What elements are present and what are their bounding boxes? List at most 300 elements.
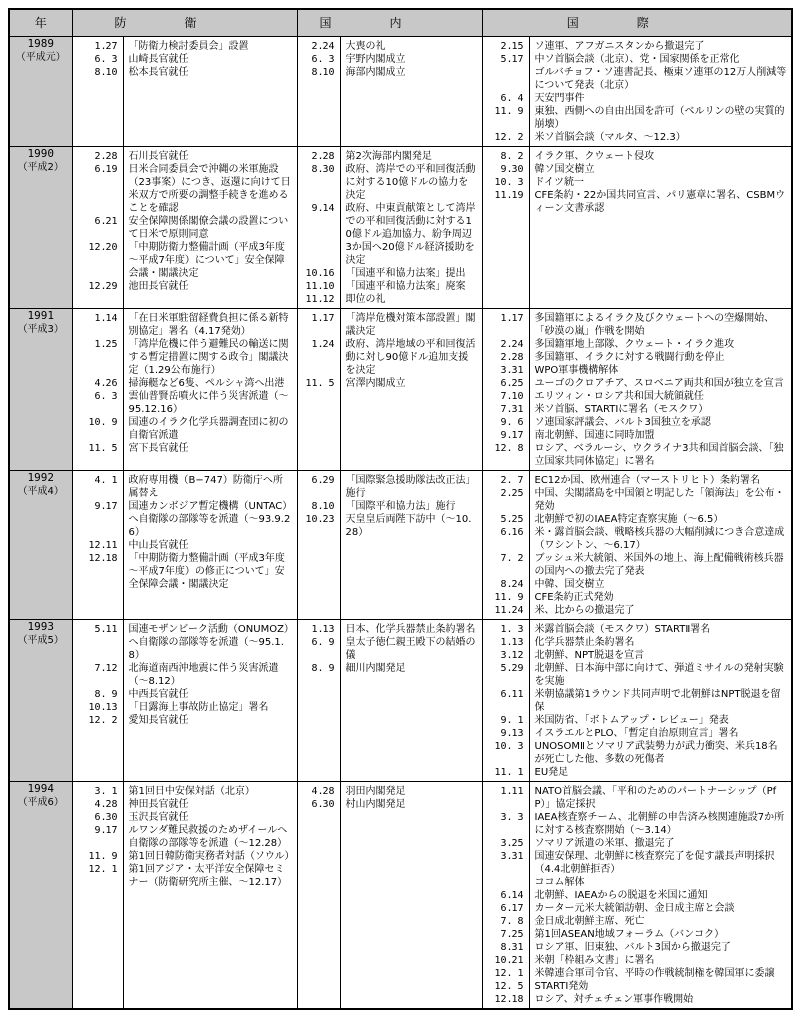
event-date bbox=[483, 390, 529, 403]
event-date bbox=[298, 66, 340, 79]
table-header-row bbox=[9, 9, 792, 37]
event-date-dot: . bbox=[100, 812, 107, 823]
event-text: 「日露海上事故防止協定」署名 bbox=[128, 702, 269, 713]
event-date-dot: . bbox=[317, 313, 324, 324]
event-date bbox=[483, 474, 529, 487]
event-text: 化学兵器禁止条約署名 bbox=[534, 637, 635, 648]
event-day: 16 bbox=[511, 527, 524, 538]
event-date-dot: . bbox=[317, 339, 324, 350]
event-month: 6 bbox=[311, 54, 318, 65]
event-day: 3 bbox=[111, 391, 118, 402]
event-date-dot: . bbox=[317, 378, 324, 389]
international-entries bbox=[483, 471, 792, 619]
event-date-dot: . bbox=[100, 378, 107, 389]
event-month: 1 bbox=[311, 624, 318, 635]
event-text: 国連カンボジア暫定機構（UNTAC）へ自衛隊の部隊等を派遣（～93.9.26） bbox=[128, 501, 293, 538]
year-cell bbox=[9, 782, 72, 1010]
event-date-dot: . bbox=[100, 553, 107, 564]
event-text: 北海道南西沖地震に伴う災害派遣（～8.12） bbox=[128, 663, 279, 687]
event-date bbox=[298, 40, 340, 53]
event-month: 1 bbox=[311, 313, 318, 324]
event-date-dot: . bbox=[506, 132, 513, 143]
event-date-dot: . bbox=[317, 637, 324, 648]
event-month: 12 bbox=[88, 242, 101, 253]
event-month: 2 bbox=[311, 151, 318, 162]
event-day: 11 bbox=[105, 624, 118, 635]
event-month: 1 bbox=[94, 339, 101, 350]
event-month: 1 bbox=[94, 41, 101, 52]
event-date bbox=[483, 993, 529, 1006]
event-day: 5 bbox=[111, 443, 118, 454]
event-day: 5 bbox=[517, 981, 524, 992]
event-month: 2 bbox=[500, 475, 507, 486]
event-text: エリツィン・ロシア共和国大統領就任 bbox=[534, 391, 704, 402]
event-day: 30 bbox=[511, 164, 524, 175]
event-date bbox=[483, 92, 529, 105]
event-month: 11 bbox=[88, 443, 101, 454]
international-entries bbox=[483, 620, 792, 781]
event-date bbox=[73, 241, 123, 280]
event-text: EC12か国、欧州連合（マーストリヒト）条約署名 bbox=[534, 475, 761, 486]
event-date bbox=[73, 150, 123, 163]
event-month: 8 bbox=[94, 67, 101, 78]
event-month: 5 bbox=[94, 624, 101, 635]
event-month: 2 bbox=[94, 151, 101, 162]
event-date-dot: . bbox=[506, 663, 513, 674]
event-date bbox=[298, 785, 340, 798]
event-date bbox=[483, 487, 529, 513]
event-text: 米、比からの撤退完了 bbox=[534, 605, 635, 616]
event-day: 30 bbox=[322, 799, 335, 810]
event-date bbox=[298, 338, 340, 377]
event-date-dot: . bbox=[506, 106, 513, 117]
event-day: 17 bbox=[511, 903, 524, 914]
event-day: 14 bbox=[105, 313, 118, 324]
year-label: 1993 bbox=[27, 620, 54, 633]
event-day: 13 bbox=[105, 702, 118, 713]
event-text: 北朝鮮、NPT脱退を宣言 bbox=[534, 650, 645, 661]
event-day: 10 bbox=[322, 281, 335, 292]
event-text: 海部内閣成立 bbox=[345, 67, 406, 78]
event-day: 5 bbox=[328, 378, 335, 389]
event-date-dot: . bbox=[100, 216, 107, 227]
event-text: 「在日米軍駐留経費負担に係る新特別協定」署名（4.17発効） bbox=[128, 313, 289, 337]
event-date bbox=[483, 928, 529, 941]
event-date bbox=[483, 163, 529, 176]
international-cell bbox=[482, 620, 792, 782]
event-date-dot: . bbox=[100, 443, 107, 454]
event-day: 30 bbox=[105, 812, 118, 823]
event-day: 4 bbox=[517, 93, 524, 104]
event-date bbox=[298, 202, 340, 267]
event-month: 8 bbox=[500, 579, 507, 590]
event-month: 1 bbox=[500, 313, 507, 324]
defense-cell bbox=[72, 147, 297, 309]
event-text: ロシア、対チェチェン軍事作戦開始 bbox=[534, 994, 694, 1005]
event-day: 17 bbox=[511, 54, 524, 65]
event-date bbox=[483, 662, 529, 688]
event-date bbox=[73, 390, 123, 416]
event-date-dot: . bbox=[506, 689, 513, 700]
year-row bbox=[9, 147, 792, 309]
event-text: 玉沢長官就任 bbox=[128, 812, 189, 823]
event-date-dot: . bbox=[100, 689, 107, 700]
event-day: 9 bbox=[328, 637, 335, 648]
event-text: 細川内閣発足 bbox=[345, 663, 406, 674]
event-day: 3 bbox=[517, 741, 524, 752]
domestic-entries bbox=[298, 309, 482, 392]
event-date-dot: . bbox=[100, 799, 107, 810]
event-text: EU発足 bbox=[534, 767, 569, 778]
event-date-dot: . bbox=[317, 786, 324, 797]
event-date bbox=[298, 798, 340, 811]
event-text: 山崎長官就任 bbox=[128, 54, 189, 65]
event-day: 25 bbox=[511, 514, 524, 525]
event-date bbox=[483, 811, 529, 837]
event-date-dot: . bbox=[506, 177, 513, 188]
event-date bbox=[483, 403, 529, 416]
event-date bbox=[73, 811, 123, 824]
international-cell bbox=[482, 147, 792, 309]
event-day: 13 bbox=[322, 624, 335, 635]
event-text: 米ソ首脳、STARTⅠに署名（モスクワ） bbox=[534, 404, 709, 415]
event-day: 29 bbox=[511, 663, 524, 674]
event-date bbox=[73, 500, 123, 539]
event-date bbox=[483, 416, 529, 429]
event-date-dot: . bbox=[100, 540, 107, 551]
event-date bbox=[483, 312, 529, 338]
event-date-dot: . bbox=[506, 786, 513, 797]
international-cell bbox=[482, 37, 792, 147]
event-month: 12 bbox=[494, 981, 507, 992]
international-cell bbox=[482, 309, 792, 471]
international-cell bbox=[482, 471, 792, 620]
event-text: 中ソ首脳会談（北京）、党・国家関係を正常化 bbox=[534, 54, 740, 65]
event-month: 7 bbox=[500, 916, 507, 927]
event-day: 24 bbox=[511, 579, 524, 590]
event-date bbox=[73, 850, 123, 863]
event-month: 12 bbox=[88, 864, 101, 875]
event-month: 8 bbox=[311, 164, 318, 175]
event-day: 9 bbox=[517, 592, 524, 603]
event-date bbox=[483, 980, 529, 993]
event-day: 8 bbox=[517, 443, 524, 454]
event-text: IAEA核査察チーム、北朝鮮の申告済み核関連施設7か所に対する核査察開始（～3.14） bbox=[534, 812, 785, 836]
event-date bbox=[483, 889, 529, 902]
event-date bbox=[483, 714, 529, 727]
event-day: 2 bbox=[517, 132, 524, 143]
event-date bbox=[483, 578, 529, 591]
event-day: 18 bbox=[511, 994, 524, 1005]
domestic-entries bbox=[298, 471, 482, 541]
event-text: 南北朝鮮、国連に同時加盟 bbox=[534, 430, 655, 441]
event-date-dot: . bbox=[506, 339, 513, 350]
event-date bbox=[483, 636, 529, 649]
event-date bbox=[483, 727, 529, 740]
year-label: 1994 bbox=[27, 782, 54, 795]
defense-cell bbox=[72, 309, 297, 471]
event-date bbox=[483, 351, 529, 364]
event-text: ソ連軍、アフガニスタンから撤退完了 bbox=[534, 41, 705, 52]
event-date bbox=[483, 623, 529, 636]
event-date-dot: . bbox=[506, 605, 513, 616]
event-text: 「中期防衛力整備計画（平成3年度～平成7年度）の修正について」安全保障会議・閣議決定 bbox=[128, 553, 285, 590]
event-date-dot: . bbox=[506, 352, 513, 363]
event-date bbox=[483, 429, 529, 442]
event-date bbox=[73, 662, 123, 688]
year-row bbox=[9, 37, 792, 147]
event-month: 8 bbox=[311, 67, 318, 78]
event-month: 11 bbox=[494, 106, 507, 117]
event-day: 3 bbox=[517, 177, 524, 188]
event-text: 国連安保理、北朝鮮に核査察完了を促す議長声明採択（4.4北朝鮮拒否） bbox=[534, 851, 775, 875]
event-text: イラク軍、クウェート侵攻 bbox=[534, 151, 655, 162]
international-entries bbox=[483, 147, 792, 217]
event-text: 米国防省、「ボトムアップ・レビュー」発表 bbox=[534, 715, 729, 726]
event-text: ブッシュ米大統領、米国外の地上、海上配備戦術核兵器の国内への撤去完了発表 bbox=[534, 553, 784, 577]
event-date-dot: . bbox=[506, 93, 513, 104]
event-day: 12 bbox=[322, 294, 335, 305]
event-month: 9 bbox=[94, 501, 101, 512]
event-text: 政府、湾岸地域の平和回復活動に対し90億ドル追加支援を決定 bbox=[345, 339, 476, 376]
event-date bbox=[73, 53, 123, 66]
international-entries bbox=[483, 37, 792, 146]
event-day: 21 bbox=[105, 216, 118, 227]
event-month: 10 bbox=[88, 417, 101, 428]
event-date bbox=[298, 150, 340, 163]
event-date-dot: . bbox=[100, 313, 107, 324]
event-day: 9 bbox=[111, 851, 118, 862]
event-date bbox=[73, 66, 123, 79]
event-month: 5 bbox=[500, 663, 507, 674]
event-day: 1 bbox=[111, 864, 118, 875]
event-date-dot: . bbox=[100, 501, 107, 512]
event-day: 28 bbox=[511, 352, 524, 363]
event-date-dot: . bbox=[506, 151, 513, 162]
event-date-dot: . bbox=[506, 942, 513, 953]
event-text: 安全保障関係閣僚会議の設置について日米で原則同意 bbox=[128, 216, 289, 240]
event-day: 29 bbox=[105, 281, 118, 292]
event-date-dot: . bbox=[100, 417, 107, 428]
event-date bbox=[483, 66, 529, 92]
event-text: ロシア軍、旧東独、バルト3国から撤退完了 bbox=[534, 942, 731, 953]
event-text: 「国際平和協力法」施行 bbox=[345, 501, 456, 512]
event-day: 11 bbox=[511, 689, 524, 700]
event-date bbox=[483, 591, 529, 604]
event-month: 12 bbox=[494, 994, 507, 1005]
event-date bbox=[298, 280, 340, 293]
event-month: 4 bbox=[311, 786, 318, 797]
event-date-dot: . bbox=[506, 164, 513, 175]
event-day: 1 bbox=[517, 715, 524, 726]
event-month: 6 bbox=[311, 475, 318, 486]
event-text: 国連のイラク化学兵器調査団に初の自衛官派遣 bbox=[128, 417, 289, 441]
event-date-dot: . bbox=[506, 443, 513, 454]
event-day: 19 bbox=[105, 164, 118, 175]
event-day: 14 bbox=[511, 890, 524, 901]
event-date-dot: . bbox=[506, 592, 513, 603]
event-date bbox=[483, 40, 529, 53]
event-text: 第1回アジア・太平洋安全保障セミナー（防衛研究所主催、～12.17） bbox=[128, 864, 288, 888]
event-month: 12 bbox=[494, 968, 507, 979]
event-date-dot: . bbox=[317, 268, 324, 279]
event-day: 25 bbox=[511, 929, 524, 940]
event-date-dot: . bbox=[506, 391, 513, 402]
event-text: 米朝「枠組み文書」に署名 bbox=[534, 955, 655, 966]
event-text: 政府、中東貢献策として湾岸での平和回復活動に対する10億ドル追加協力、紛争周辺3か国へ20億ドル経済援助を決定 bbox=[345, 203, 476, 266]
event-date-dot: . bbox=[506, 728, 513, 739]
event-day: 18 bbox=[105, 553, 118, 564]
defense-cell bbox=[72, 37, 297, 147]
col-header-international: 国際 bbox=[482, 9, 792, 37]
event-month: 7 bbox=[500, 929, 507, 940]
event-day: 10 bbox=[105, 67, 118, 78]
event-month: 1 bbox=[311, 339, 318, 350]
event-day: 12 bbox=[105, 663, 118, 674]
event-text: ソマリア派遣の米軍、撤退完了 bbox=[534, 838, 675, 849]
event-month: 8 bbox=[311, 663, 318, 674]
event-month: 1 bbox=[94, 313, 101, 324]
event-text: 宇野内閣成立 bbox=[345, 54, 406, 65]
event-month: 3 bbox=[500, 812, 507, 823]
event-text: ルワンダ難民救援のためザイールへ自衛隊の部隊等を派遣（～12.28） bbox=[128, 825, 288, 849]
event-month: 1 bbox=[500, 624, 507, 635]
event-date bbox=[73, 163, 123, 215]
event-date bbox=[298, 513, 340, 539]
event-month: 6 bbox=[94, 164, 101, 175]
event-date bbox=[73, 416, 123, 442]
event-date-dot: . bbox=[317, 151, 324, 162]
event-date-dot: . bbox=[506, 890, 513, 901]
event-date bbox=[483, 513, 529, 526]
event-day: 3 bbox=[328, 54, 335, 65]
event-day: 11 bbox=[511, 786, 524, 797]
event-text: 皇太子徳仁親王殿下の結婚の儀 bbox=[345, 637, 476, 661]
event-month: 10 bbox=[305, 268, 318, 279]
era-label: （平成4） bbox=[17, 486, 64, 497]
event-date bbox=[483, 649, 529, 662]
event-day: 1 bbox=[111, 475, 118, 486]
event-day: 13 bbox=[511, 637, 524, 648]
event-text: 北朝鮮で初のIAEA特定査察実施（～6.5） bbox=[534, 514, 724, 525]
event-text: ユーゴのクロアチア、スロベニア両共和国が独立を宣言 bbox=[534, 378, 784, 389]
event-date-dot: . bbox=[100, 242, 107, 253]
event-month: 6 bbox=[94, 391, 101, 402]
event-month: 12 bbox=[494, 443, 507, 454]
event-day: 28 bbox=[322, 786, 335, 797]
event-date-dot: . bbox=[506, 54, 513, 65]
event-date-dot: . bbox=[100, 391, 107, 402]
year-label: 1990 bbox=[27, 147, 54, 160]
event-day: 25 bbox=[511, 488, 524, 499]
event-month: 3 bbox=[500, 851, 507, 862]
event-date-dot: . bbox=[506, 475, 513, 486]
event-date-dot: . bbox=[100, 624, 107, 635]
event-date-dot: . bbox=[506, 488, 513, 499]
event-text: 羽田内閣発足 bbox=[345, 786, 406, 797]
event-text: 北朝鮮、日本海中部に向けて、弾道ミサイルの発射実験を実施 bbox=[534, 663, 784, 687]
event-month: 2 bbox=[500, 488, 507, 499]
event-date bbox=[483, 941, 529, 954]
event-text: 国連モザンビーク活動（ONUMOZ）へ自衛隊の部隊等を派遣（～95.1.8） bbox=[128, 624, 289, 661]
event-day: 1 bbox=[111, 786, 118, 797]
event-day: 1 bbox=[517, 968, 524, 979]
event-date bbox=[73, 312, 123, 338]
domestic-cell bbox=[297, 309, 482, 471]
event-day: 2 bbox=[111, 715, 118, 726]
event-text: 村山内閣発足 bbox=[345, 799, 406, 810]
event-month: 10 bbox=[88, 702, 101, 713]
event-day: 29 bbox=[322, 475, 335, 486]
event-month: 11 bbox=[494, 592, 507, 603]
event-day: 8 bbox=[517, 916, 524, 927]
event-month: 9 bbox=[500, 715, 507, 726]
year-row bbox=[9, 782, 792, 1010]
event-date bbox=[298, 312, 340, 338]
event-date bbox=[483, 837, 529, 850]
domestic-entries bbox=[298, 620, 482, 677]
event-month: 11 bbox=[88, 851, 101, 862]
event-date bbox=[483, 902, 529, 915]
event-date bbox=[483, 189, 529, 215]
event-text: 米朝協議第1ラウンド共同声明で北朝鮮はNPT脱退を留保 bbox=[534, 689, 781, 713]
event-date bbox=[73, 863, 123, 889]
event-day: 17 bbox=[511, 313, 524, 324]
event-month: 6 bbox=[94, 812, 101, 823]
event-date bbox=[483, 740, 529, 766]
event-month: 9 bbox=[500, 728, 507, 739]
event-month: 12 bbox=[88, 281, 101, 292]
event-date bbox=[73, 280, 123, 293]
event-text: 天安門事件 bbox=[534, 93, 585, 104]
event-day: 17 bbox=[511, 430, 524, 441]
event-day: 28 bbox=[105, 151, 118, 162]
col-header-domestic: 国内 bbox=[297, 9, 482, 37]
event-month: 12 bbox=[88, 715, 101, 726]
event-date-dot: . bbox=[506, 527, 513, 538]
event-day: 27 bbox=[105, 41, 118, 52]
defense-entries bbox=[73, 147, 297, 295]
year-cell bbox=[9, 471, 72, 620]
event-month: 6 bbox=[500, 890, 507, 901]
event-day: 1 bbox=[517, 767, 524, 778]
event-date-dot: . bbox=[317, 475, 324, 486]
year-row bbox=[9, 620, 792, 782]
event-text: イスラエルとPLO、「暫定自治原則宣言」署名 bbox=[534, 728, 739, 739]
event-date-dot: . bbox=[317, 67, 324, 78]
event-date-dot: . bbox=[100, 41, 107, 52]
event-text: STARTⅠ発効 bbox=[534, 981, 589, 992]
event-date-dot: . bbox=[100, 281, 107, 292]
event-text: 中国、尖閣諸島を中国領と明記した「領海法」を公布・発効 bbox=[534, 488, 785, 512]
event-date-dot: . bbox=[100, 715, 107, 726]
event-text: 「湾岸危機対策本部設置」閣議決定 bbox=[345, 313, 476, 337]
event-date-dot: . bbox=[506, 715, 513, 726]
event-month: 7 bbox=[94, 663, 101, 674]
event-date-dot: . bbox=[506, 404, 513, 415]
event-date-dot: . bbox=[506, 767, 513, 778]
event-date-dot: . bbox=[100, 702, 107, 713]
event-text: NATO首脳会議、「平和のためのパートナーシップ（PfP）」協定採択 bbox=[534, 786, 777, 810]
event-date-dot: . bbox=[506, 430, 513, 441]
event-date-dot: . bbox=[506, 916, 513, 927]
event-month: 8 bbox=[500, 151, 507, 162]
event-text: 「国連平和協力法案」提出 bbox=[345, 268, 466, 279]
era-label: （平成3） bbox=[17, 324, 64, 335]
event-date bbox=[483, 442, 529, 468]
event-day: 9 bbox=[111, 417, 118, 428]
year-label: 1991 bbox=[27, 309, 54, 322]
